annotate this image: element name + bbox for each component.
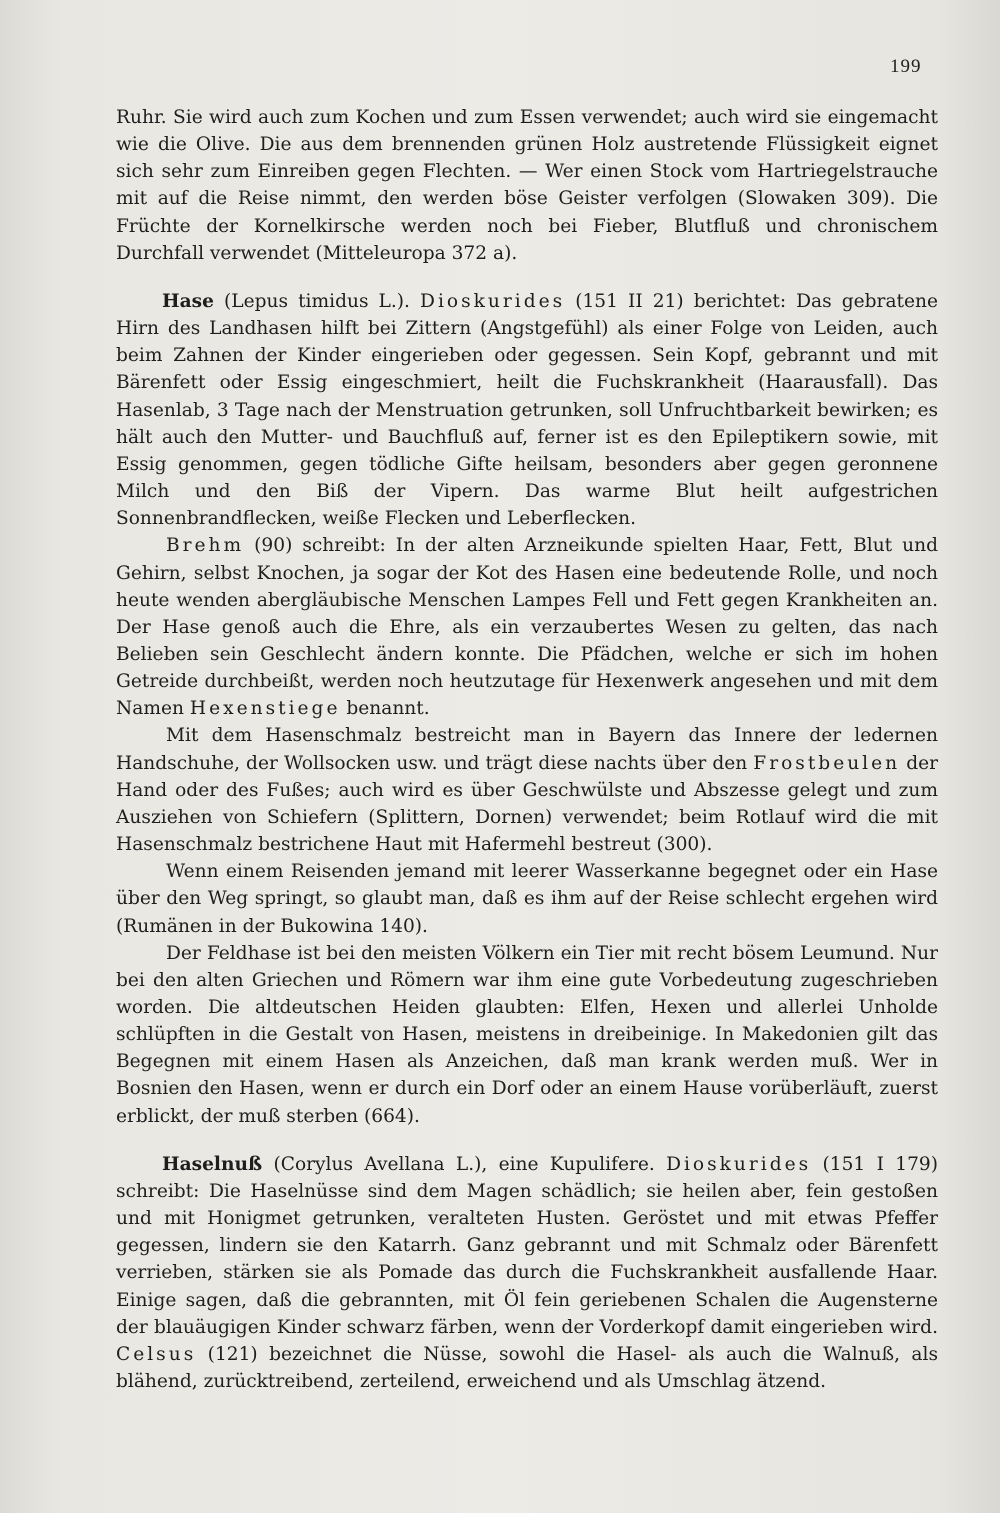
headword-haselnuss: Haselnuß: [162, 1153, 263, 1175]
author-celsus: Celsus: [116, 1343, 197, 1365]
term-hexenstiege: Hexenstiege: [189, 698, 341, 720]
author-dioskurides: Dioskurides: [420, 290, 566, 312]
paragraph-hasenschmalz: Mit dem Hasenschmalz bestreicht man in Bayern das Innere der ledernen Handschuhe, der Wollsocken usw. und trägt diese nachts über den Frostbeulen der Hand oder des Fußes; auch wird es über Geschwülste und Abszesse gelegt und zum Ausziehen von Schiefern (Splittern, Dornen) verwendet; beim Rotlauf wird die mit Hasenschmalz bestrichene Haut mit Hafermehl bestreut (300).: [116, 725, 938, 856]
author-dioskurides: Dioskurides: [666, 1153, 812, 1175]
paragraph-reisende: Wenn einem Reisenden jemand mit leerer Wasserkanne begegnet oder ein Hase über den Weg springt, so glaubt man, daß es ihm auf der Reise schlecht ergehen wird (Rumänen in der Bukowina 140).: [116, 861, 938, 937]
headword-hase: Hase: [162, 290, 214, 312]
entry-hase: Hase (Lepus timidus L.). Dioskurides (151 II 21) berichtet: Das gebratene Hirn des Landhasen hilft bei Zittern (Angstgefühl) als einer Folge von Leiden, auch beim Zahnen der Kinder eingerieben oder gegessen. Sein Kopf, gebrannt und mit Bärenfett oder Essig eingeschmiert, heilt die Fuchskrankheit (Haarausfall). Das Hasenlab, 3 Tage nach der Menstruation getrunken, soll Unfruchtbarkeit bewirken; es hält auch den Mutter- und Bauchfluß auf, ferner ist es den Epileptikern sowie, mit Essig genommen, gegen tödliche Gifte heilsam, besonders aber gegen geronnene Milch und den Biß der Vipern. Das warme Blut heilt aufgestrichen Sonnenbrandflecken, weiße Flecken und Leberflecken.: [116, 290, 938, 530]
paragraph-kornelkirsche-end: Ruhr. Sie wird auch zum Kochen und zum Essen verwendet; auch wird sie eingemacht wie die Olive. Die aus dem brennenden grünen Holz austretende Flüssigkeit eignet sich sehr zum Einreiben gegen Flechten. — Wer einen Stock vom Hartriegelstrauche mit auf die Reise nimmt, den werden böse Geister verfolgen (Slowaken 309). Die Früchte der Kornelkirsche werden noch bei Fieber, Blutfluß und chronischem Durchfall verwendet (Mitteleuropa 372 a).: [116, 107, 938, 264]
author-brehm: Brehm: [166, 535, 245, 557]
page-number: 199: [890, 56, 922, 77]
entry-haselnuss: Haselnuß (Corylus Avellana L.), eine Kupulifere. Dioskurides (151 I 179) schreibt: Die Haselnüsse sind dem Magen schädlich; sie heilen aber, fein gestoßen und mit Honigmet getrunken, veralteten Husten. Geröstet und mit etwas Pfeffer gegessen, lindern sie den Katarrh. Ganz gebrannt und mit Schmalz oder Bärenfett verrieben, stärken sie als Pomade das durch die Fuchskrankheit ausfallende Haar. Einige sagen, daß die gebrannten, mit Öl fein geriebenen Schalen die Augensterne der blauäugigen Kinder schwarz färben, wenn der Vorderkopf damit eingerieben wird. Celsus (121) bezeichnet die Nüsse, sowohl die Hasel- als auch die Walnuß, als blähend, zurücktreibend, zerteilend, erweichend und als Umschlag ätzend.: [116, 1153, 938, 1393]
paragraph-brehm: Brehm (90) schreibt: In der alten Arzneikunde spielten Haar, Fett, Blut und Gehirn, selbst Knochen, ja sogar der Kot des Hasen eine bedeutende Rolle, und noch heute wenden abergläubische Menschen Lampes Fell und Fett gegen Krankheiten an. Der Hase genoß auch die Ehre, als ein verzaubertes Wesen zu gelten, das nach Belieben sein Geschlecht ändern konnte. Die Pfädchen, welche er sich im hohen Getreide durchbeißt, werden noch heutzutage für Hexenwerk angesehen und mit dem Namen Hexenstiege benannt.: [116, 535, 938, 720]
page-body: [116, 104, 938, 1395]
paragraph-feldhase: Der Feldhase ist bei den meisten Völkern ein Tier mit recht bösem Leumund. Nur bei den alten Griechen und Römern war ihm eine gute Vorbedeutung zugeschrieben worden. Die altdeutschen Heiden glaubten: Elfen, Hexen und allerlei Unholde schlüpften in die Gestalt von Hasen, meistens in dreibeinige. In Makedonien gilt das Begegnen mit einem Hasen als Anzeichen, daß man krank werden muß. Wer in Bosnien den Hasen, wenn er durch ein Dorf oder an einem Hause vorüberläuft, zuerst erblickt, der muß sterben (664).: [116, 942, 938, 1127]
term-frostbeulen: Frostbeulen: [753, 752, 901, 774]
